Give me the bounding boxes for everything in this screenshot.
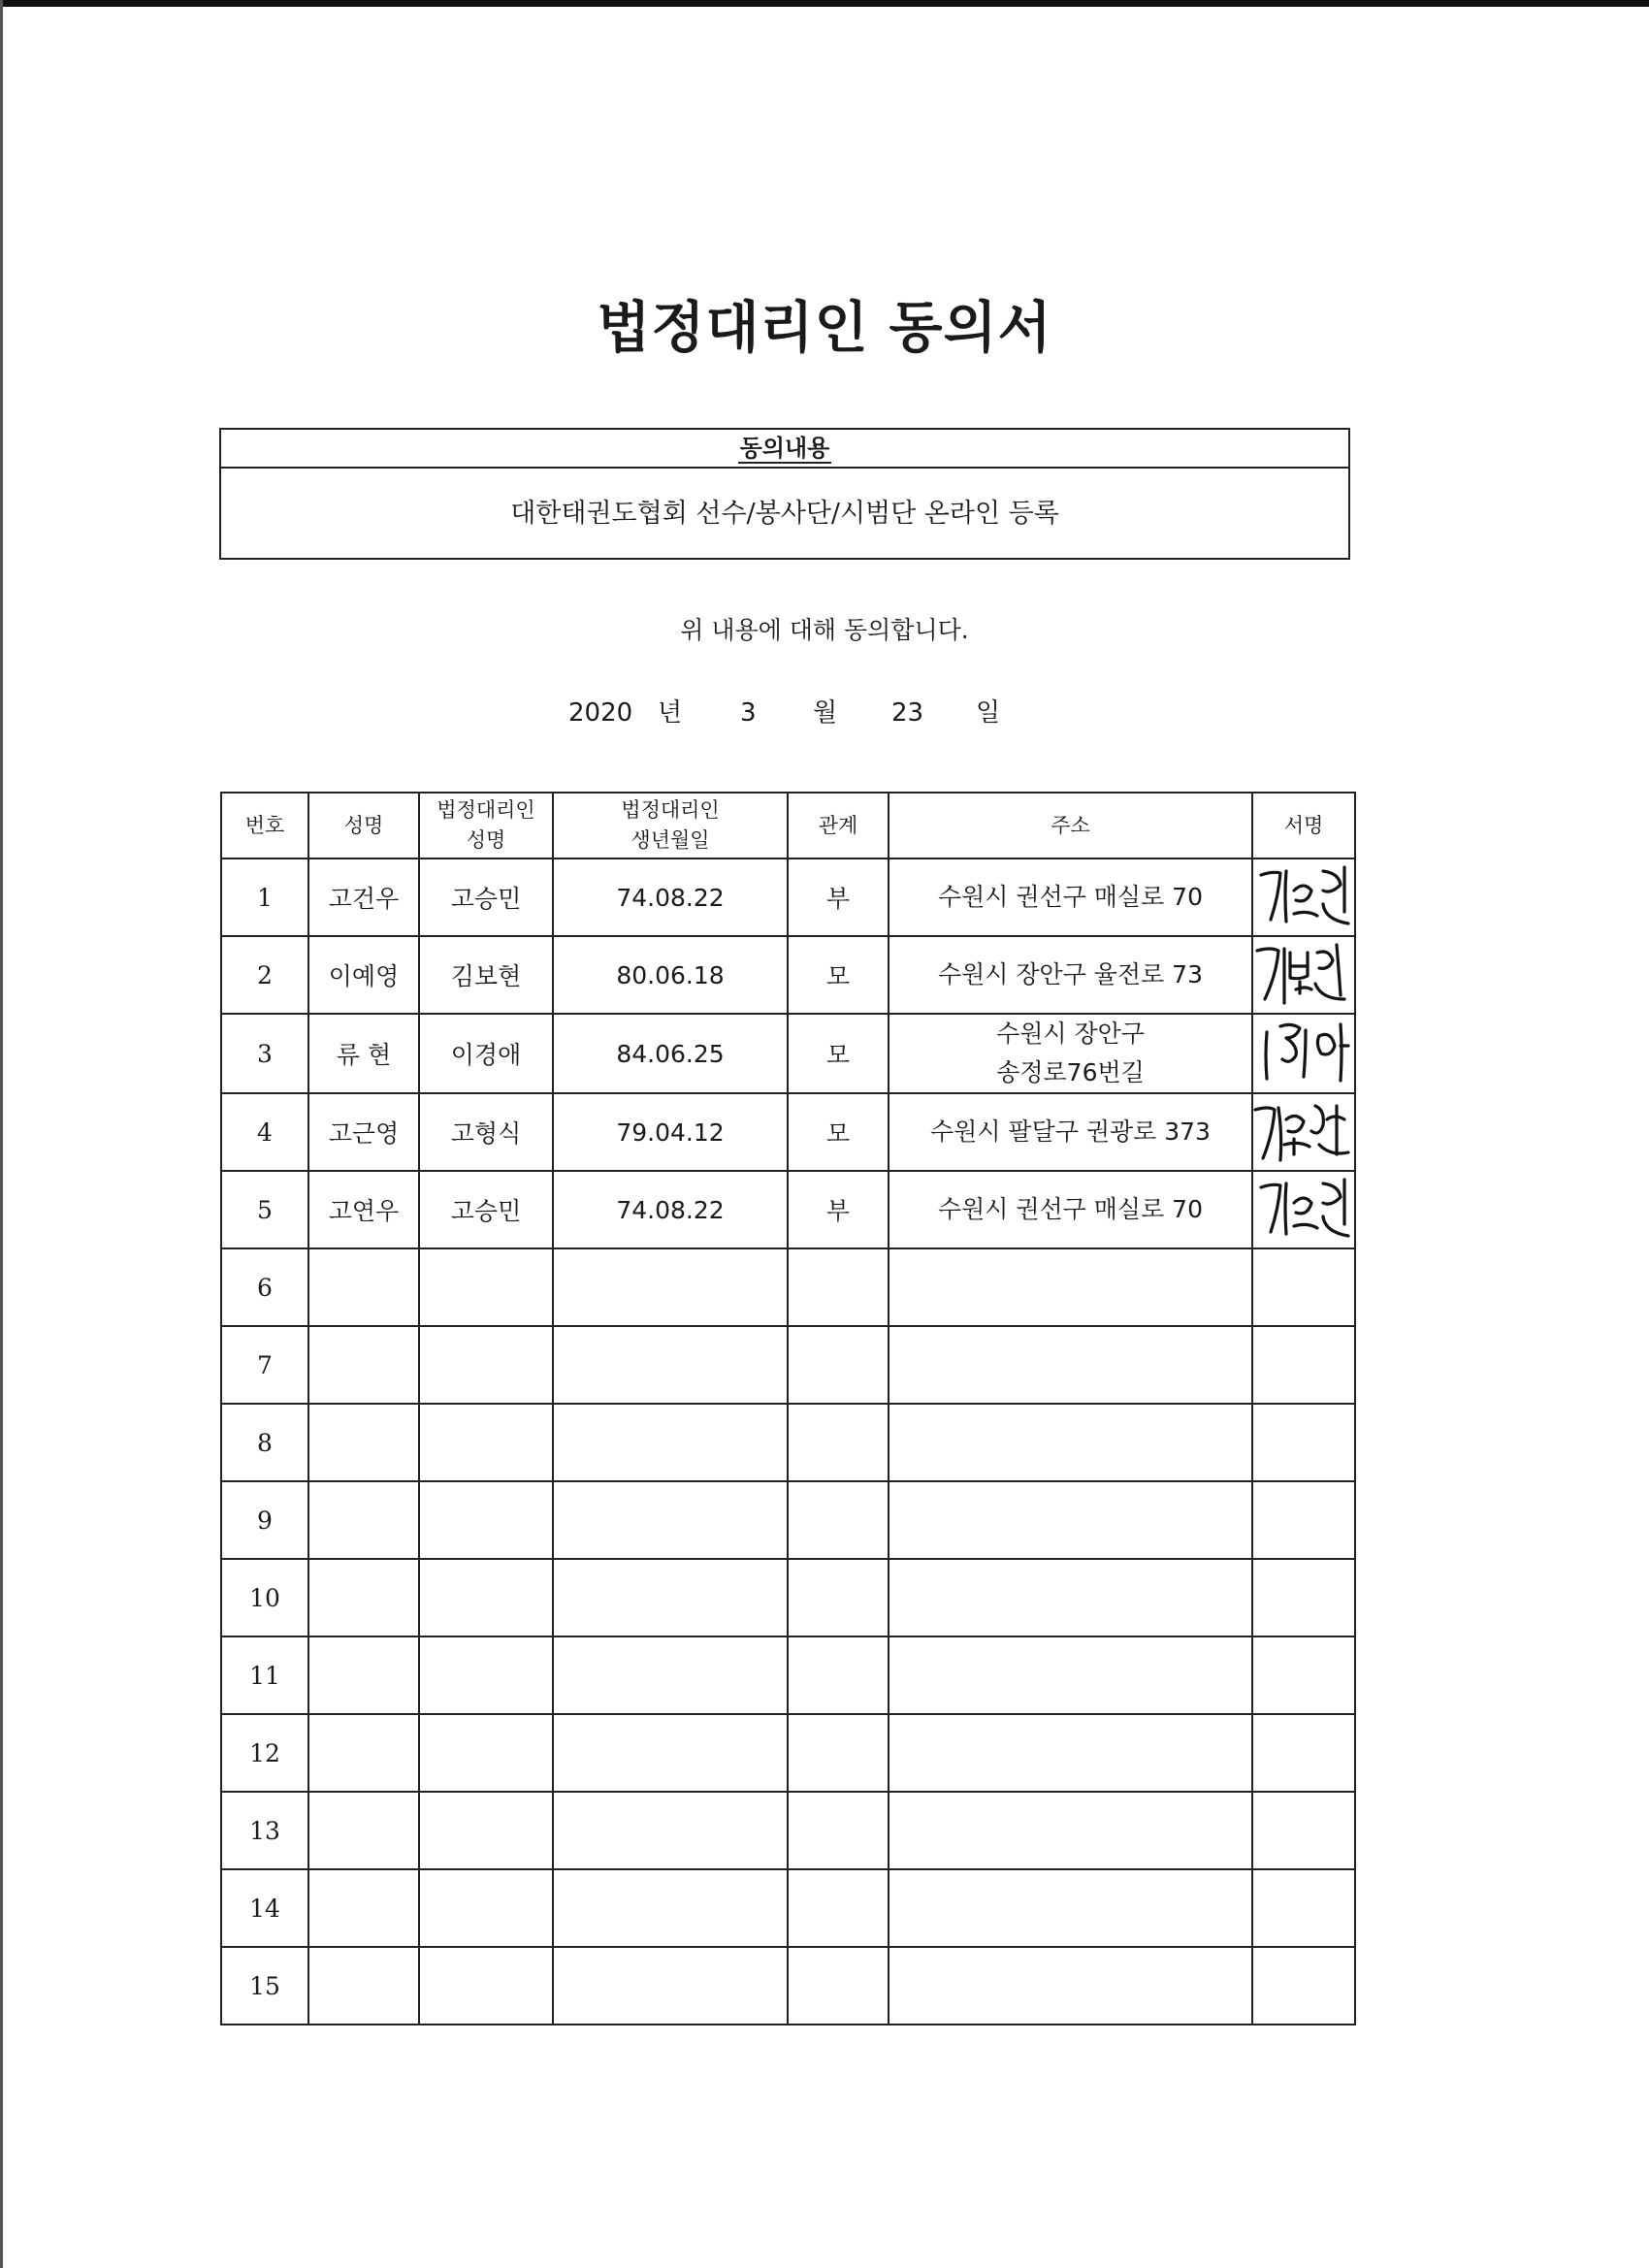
row-relation bbox=[788, 1326, 889, 1404]
agreement-statement: 위 내용에 대해 동의합니다. bbox=[680, 616, 969, 644]
row-guardian-name bbox=[419, 1559, 553, 1636]
row-address bbox=[889, 1093, 1252, 1171]
table-row bbox=[221, 859, 1355, 936]
header-guardian-name-line1: 법정대리인 bbox=[436, 798, 535, 822]
consent-header bbox=[221, 430, 1348, 469]
row-address bbox=[889, 1714, 1252, 1792]
table-row bbox=[221, 1559, 1355, 1636]
row-no: 4 bbox=[221, 1093, 308, 1171]
row-name: 류 현 bbox=[308, 1014, 419, 1093]
row-relation bbox=[788, 1869, 889, 1947]
row-guardian-name bbox=[419, 1869, 553, 1947]
handwritten-signature bbox=[1251, 1017, 1354, 1090]
row-guardian-dob bbox=[553, 1248, 788, 1326]
row-name bbox=[308, 1326, 419, 1404]
row-relation bbox=[788, 1404, 889, 1481]
row-no: 2 bbox=[221, 936, 308, 1014]
row-no: 1 bbox=[221, 859, 308, 936]
table-row bbox=[221, 936, 1355, 1014]
row-relation bbox=[788, 1714, 889, 1792]
row-address bbox=[889, 1326, 1252, 1404]
row-guardian-dob bbox=[553, 1404, 788, 1481]
row-signature bbox=[1252, 1248, 1355, 1326]
row-relation: 모 bbox=[788, 1093, 889, 1171]
date-year: 2020 bbox=[568, 698, 633, 728]
table-row bbox=[221, 1014, 1355, 1093]
row-name bbox=[308, 1792, 419, 1869]
header-no: 번호 bbox=[221, 793, 308, 859]
row-guardian-dob bbox=[553, 1947, 788, 2025]
row-relation bbox=[788, 1792, 889, 1869]
row-guardian-dob: 80.06.18 bbox=[553, 936, 788, 1014]
row-address bbox=[889, 1171, 1252, 1248]
row-signature bbox=[1252, 1792, 1355, 1869]
row-signature bbox=[1252, 1559, 1355, 1636]
row-guardian-dob: 79.04.12 bbox=[553, 1093, 788, 1171]
table-row bbox=[221, 1636, 1355, 1714]
row-guardian-name bbox=[419, 1714, 553, 1792]
row-no: 14 bbox=[221, 1869, 308, 1947]
row-address-line1: 수원시 권선구 매실로 70 bbox=[937, 1195, 1203, 1223]
table-row bbox=[221, 1404, 1355, 1481]
row-address bbox=[889, 1248, 1252, 1326]
handwritten-signature bbox=[1251, 861, 1354, 935]
row-address bbox=[889, 1947, 1252, 2025]
row-guardian-dob bbox=[553, 1869, 788, 1947]
row-relation: 부 bbox=[788, 859, 889, 936]
row-guardian-dob bbox=[553, 1636, 788, 1714]
date-day-unit: 일 bbox=[976, 698, 1001, 728]
row-no: 5 bbox=[221, 1171, 308, 1248]
table-row bbox=[221, 1714, 1355, 1792]
row-guardian-name bbox=[419, 1248, 553, 1326]
header-name: 성명 bbox=[308, 793, 419, 859]
row-signature bbox=[1252, 936, 1355, 1014]
row-address-line1: 수원시 장안구 bbox=[996, 1020, 1145, 1048]
row-no: 15 bbox=[221, 1947, 308, 2025]
row-no: 12 bbox=[221, 1714, 308, 1792]
row-relation bbox=[788, 1248, 889, 1326]
row-no: 6 bbox=[221, 1248, 308, 1326]
header-relation: 관계 bbox=[788, 793, 889, 859]
header-guardian-name-line2: 성명 bbox=[466, 828, 506, 852]
table-header-row bbox=[221, 793, 1355, 859]
row-address bbox=[889, 1869, 1252, 1947]
row-relation: 모 bbox=[788, 936, 889, 1014]
row-guardian-name bbox=[419, 1947, 553, 2025]
row-no: 7 bbox=[221, 1326, 308, 1404]
date-year-unit: 년 bbox=[658, 698, 683, 728]
table-row bbox=[221, 1093, 1355, 1171]
date-month-unit: 월 bbox=[813, 698, 838, 728]
table-row bbox=[221, 1947, 1355, 2025]
header-guardian-dob-line1: 법정대리인 bbox=[621, 798, 720, 822]
row-guardian-name bbox=[419, 1792, 553, 1869]
row-name bbox=[308, 1481, 419, 1559]
row-no: 8 bbox=[221, 1404, 308, 1481]
table-row bbox=[221, 1326, 1355, 1404]
row-address-line1: 수원시 장안구 율전로 73 bbox=[937, 960, 1203, 988]
row-no: 10 bbox=[221, 1559, 308, 1636]
row-name bbox=[308, 1714, 419, 1792]
header-address: 주소 bbox=[889, 793, 1252, 859]
row-signature bbox=[1252, 1636, 1355, 1714]
row-guardian-name: 김보현 bbox=[419, 936, 553, 1014]
row-signature bbox=[1252, 1326, 1355, 1404]
row-relation bbox=[788, 1559, 889, 1636]
row-guardian-dob bbox=[553, 1792, 788, 1869]
row-guardian-dob: 84.06.25 bbox=[553, 1014, 788, 1093]
row-name bbox=[308, 1248, 419, 1326]
row-guardian-name: 이경애 bbox=[419, 1014, 553, 1093]
handwritten-signature bbox=[1251, 939, 1354, 1013]
row-signature bbox=[1252, 1171, 1355, 1248]
header-guardian-dob bbox=[553, 793, 788, 859]
row-signature bbox=[1252, 1093, 1355, 1171]
table-row bbox=[221, 1869, 1355, 1947]
consent-header-label: 동의내용 bbox=[739, 434, 830, 462]
row-signature bbox=[1252, 1014, 1355, 1093]
row-guardian-dob bbox=[553, 1714, 788, 1792]
consent-box bbox=[219, 428, 1350, 560]
row-guardian-name: 고승민 bbox=[419, 1171, 553, 1248]
row-signature bbox=[1252, 1869, 1355, 1947]
date-day: 23 bbox=[891, 698, 924, 728]
row-name bbox=[308, 1559, 419, 1636]
row-relation bbox=[788, 1636, 889, 1714]
row-relation: 부 bbox=[788, 1171, 889, 1248]
table-row bbox=[221, 1171, 1355, 1248]
row-signature bbox=[1252, 1947, 1355, 2025]
row-relation bbox=[788, 1947, 889, 2025]
row-guardian-dob: 74.08.22 bbox=[553, 859, 788, 936]
row-guardian-name: 고승민 bbox=[419, 859, 553, 936]
row-no: 13 bbox=[221, 1792, 308, 1869]
row-guardian-name bbox=[419, 1481, 553, 1559]
row-address-line1: 수원시 권선구 매실로 70 bbox=[937, 883, 1203, 911]
row-guardian-name bbox=[419, 1404, 553, 1481]
row-address bbox=[889, 1792, 1252, 1869]
row-no: 11 bbox=[221, 1636, 308, 1714]
row-address bbox=[889, 1559, 1252, 1636]
row-guardian-name bbox=[419, 1326, 553, 1404]
row-no: 9 bbox=[221, 1481, 308, 1559]
row-name: 고건우 bbox=[308, 859, 419, 936]
row-address bbox=[889, 1636, 1252, 1714]
row-address bbox=[889, 1404, 1252, 1481]
row-guardian-dob bbox=[553, 1559, 788, 1636]
header-guardian-dob-line2: 생년월일 bbox=[630, 828, 710, 852]
table-row bbox=[221, 1792, 1355, 1869]
guardian-table-body bbox=[221, 859, 1355, 2025]
row-signature bbox=[1252, 1481, 1355, 1559]
row-address bbox=[889, 1014, 1252, 1093]
table-row bbox=[221, 1481, 1355, 1559]
row-address-line1: 수원시 팔달구 권광로 373 bbox=[930, 1118, 1211, 1146]
consent-content: 대한태권도협회 선수/봉사단/시범단 온라인 등록 bbox=[510, 499, 1059, 529]
row-name bbox=[308, 1404, 419, 1481]
row-no: 3 bbox=[221, 1014, 308, 1093]
header-guardian-name bbox=[419, 793, 553, 859]
row-name: 고근영 bbox=[308, 1093, 419, 1171]
row-guardian-dob bbox=[553, 1481, 788, 1559]
row-address bbox=[889, 936, 1252, 1014]
row-guardian-name: 고형식 bbox=[419, 1093, 553, 1171]
row-name bbox=[308, 1869, 419, 1947]
row-address bbox=[889, 1481, 1252, 1559]
row-relation: 모 bbox=[788, 1014, 889, 1093]
table-row bbox=[221, 1248, 1355, 1326]
handwritten-signature bbox=[1251, 1096, 1354, 1170]
row-name bbox=[308, 1636, 419, 1714]
row-relation bbox=[788, 1481, 889, 1559]
document-title: 법정대리인 동의서 bbox=[597, 296, 1052, 360]
header-signature: 서명 bbox=[1252, 793, 1355, 859]
row-name: 이예영 bbox=[308, 936, 419, 1014]
row-address-line2: 송정로76번길 bbox=[996, 1058, 1145, 1086]
guardian-table bbox=[220, 792, 1356, 2025]
row-address bbox=[889, 859, 1252, 936]
row-signature bbox=[1252, 1714, 1355, 1792]
date-month: 3 bbox=[740, 698, 757, 728]
scan-edge-top bbox=[0, 0, 1649, 7]
row-guardian-name bbox=[419, 1636, 553, 1714]
row-guardian-dob bbox=[553, 1326, 788, 1404]
row-name: 고연우 bbox=[308, 1171, 419, 1248]
row-name bbox=[308, 1947, 419, 2025]
row-guardian-dob: 74.08.22 bbox=[553, 1171, 788, 1248]
row-signature bbox=[1252, 859, 1355, 936]
row-signature bbox=[1252, 1404, 1355, 1481]
handwritten-signature bbox=[1251, 1174, 1354, 1247]
